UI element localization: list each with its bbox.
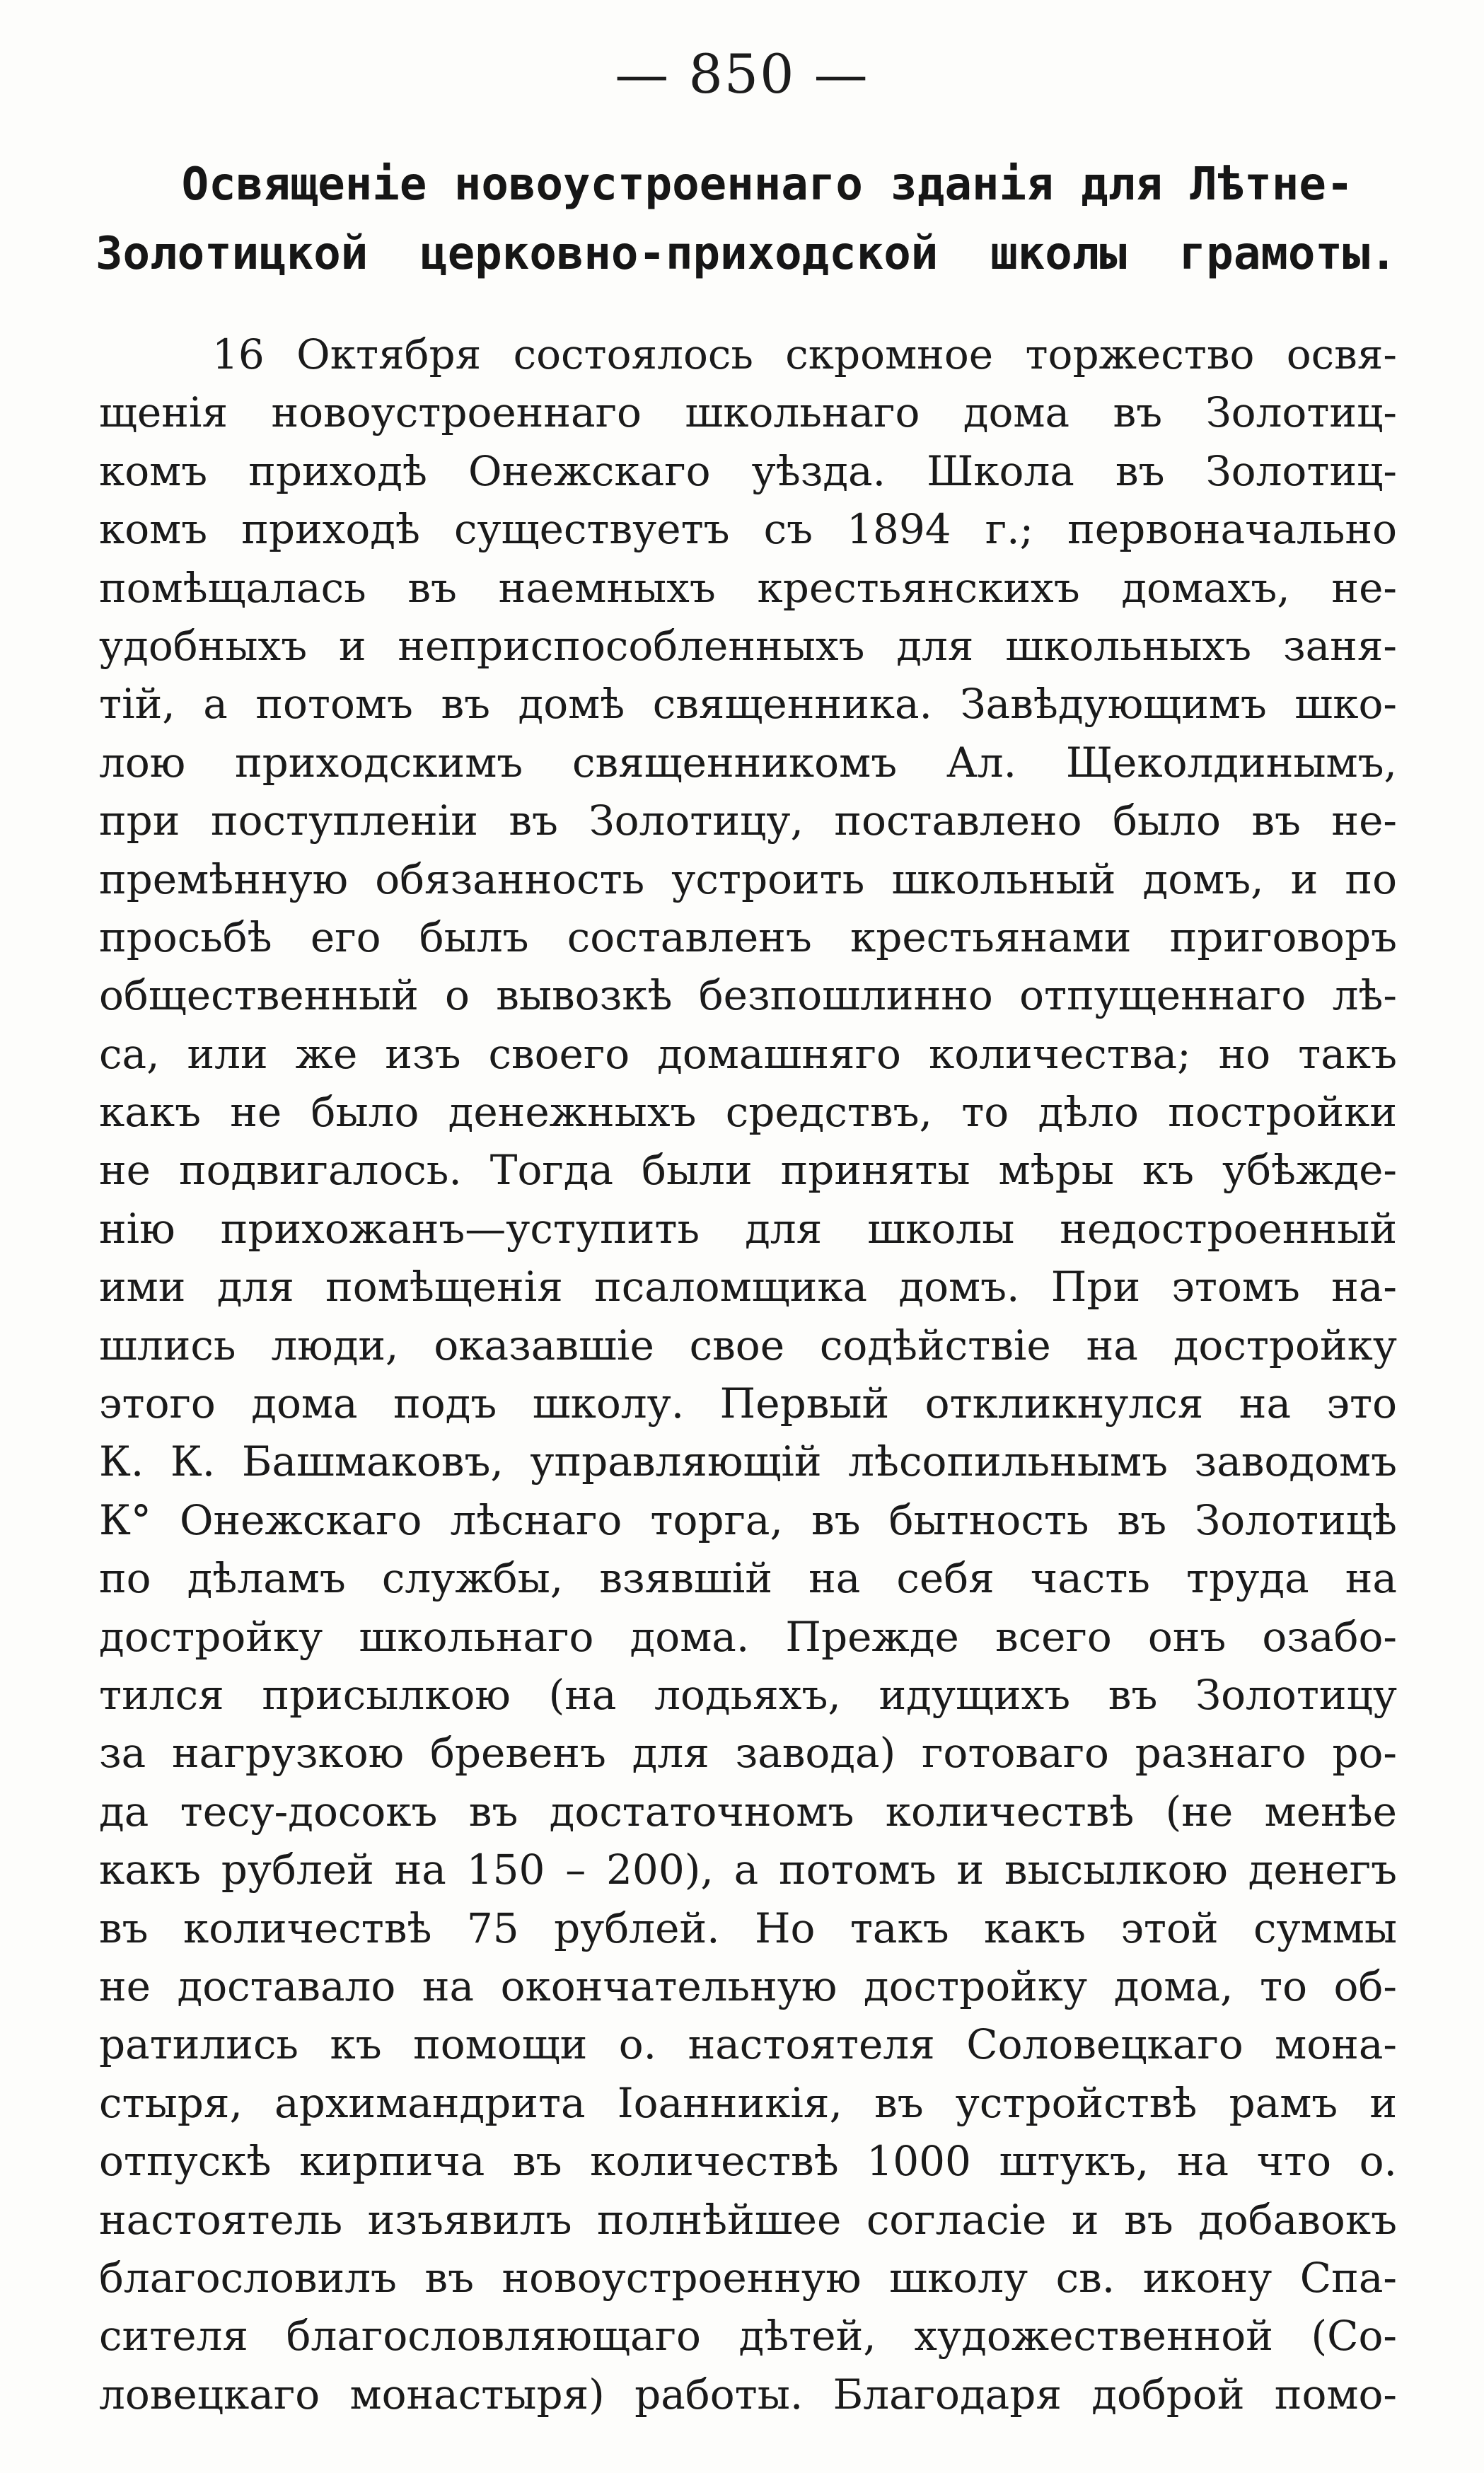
body-line: ловецкаго монастыря) работы. Благодаря доброй помо- (99, 2370, 1397, 2419)
body-line: удобныхъ и неприспособленныхъ для школьныхъ заня- (99, 621, 1397, 670)
body-line: ими для помѣщенія псаломщика домъ. При этомъ на- (99, 1263, 1397, 1311)
body-line: нію прихожанъ—уступить для школы недостроенный (99, 1204, 1397, 1253)
body-line: благословилъ въ новоустроенную школу св. икону Спа- (99, 2253, 1397, 2302)
body-line: помѣщалась въ наемныхъ крестьянскихъ домахъ, не- (99, 563, 1397, 612)
body-line: К. К. Башмаковъ, управляющій лѣсопильнымъ заводомъ (99, 1437, 1397, 1486)
article-body (99, 325, 1397, 2423)
body-line: этого дома подъ школу. Первый откликнулся на это (99, 1379, 1397, 1428)
body-line: комъ приходѣ существуетъ съ 1894 г.; первоначально (99, 505, 1397, 554)
heading-line: Освященіе новоустроеннаго зданія для Лѣтне- (181, 158, 1354, 211)
body-line: стыря, архимандрита Іоанникія, въ устройствѣ рамъ и (99, 2078, 1397, 2127)
body-line: просьбѣ его былъ составленъ крестьянами приговоръ (99, 913, 1397, 961)
body-line: не доставало на окончательную достройку дома, то об- (99, 1962, 1397, 2010)
body-line: шлись люди, оказавшіе свое содѣйствіе на достройку (99, 1321, 1397, 1369)
body-line: въ количествѣ 75 рублей. Но такъ какъ этой суммы (99, 1904, 1397, 1952)
body-line: по дѣламъ службы, взявшій на себя часть труда на (99, 1554, 1397, 1603)
body-line: настоятель изъявилъ полнѣйшее согласіе и въ добавокъ (99, 2195, 1397, 2244)
body-line: при поступленіи въ Золотицу, поставлено было въ не- (99, 797, 1397, 845)
body-line: какъ рублей на 150 – 200), а потомъ и высылкою денегъ (99, 1846, 1397, 1894)
body-line: отпускѣ кирпича въ количествѣ 1000 штукъ, на что о. (99, 2137, 1397, 2186)
body-line: какъ не было денежныхъ средствъ, то дѣло постройки (99, 1088, 1397, 1137)
page-number: — 850 — (615, 42, 869, 105)
body-line: К° Онежскаго лѣснаго торга, въ бытность въ Золотицѣ (99, 1495, 1397, 1544)
body-line: са, или же изъ своего домашняго количества; но такъ (99, 1029, 1397, 1078)
heading-line: Золотицкой церковно-приходской школы грамоты. (95, 228, 1397, 280)
body-line: 16 Октября состоялось скромное торжество освя- (212, 330, 1397, 378)
body-line: да тесу-досокъ въ достаточномъ количествѣ (не менѣе (99, 1787, 1397, 1836)
body-line: тился присылкою (на лодьяхъ, идущихъ въ Золотицу (99, 1670, 1397, 1719)
body-line: за нагрузкою бревенъ для завода) готоваго разнаго ро- (99, 1729, 1397, 1778)
body-line: общественный о вывозкѣ безпошлинно отпущеннаго лѣ- (99, 971, 1397, 1020)
body-line: тій, а потомъ въ домѣ священника. Завѣдующимъ шко- (99, 680, 1397, 729)
body-line: достройку школьнаго дома. Прежде всего онъ озабо- (99, 1612, 1397, 1661)
article-heading (95, 150, 1397, 289)
body-line: комъ приходѣ Онежскаго уѣзда. Школа въ Золотиц- (99, 446, 1397, 495)
body-line: лою приходскимъ священникомъ Ал. Щеколдинымъ, (99, 738, 1397, 787)
body-line: сителя благословляющаго дѣтей, художественной (Со- (99, 2312, 1397, 2361)
body-line: премѣнную обязанность устроить школьный домъ, и по (99, 855, 1397, 903)
body-line: не подвигалось. Тогда были приняты мѣры къ убѣжде- (99, 1146, 1397, 1195)
body-line: ратились къ помощи о. настоятеля Соловецкаго мона- (99, 2020, 1397, 2069)
body-line: щенія новоустроеннаго школьнаго дома въ Золотиц- (99, 388, 1397, 437)
